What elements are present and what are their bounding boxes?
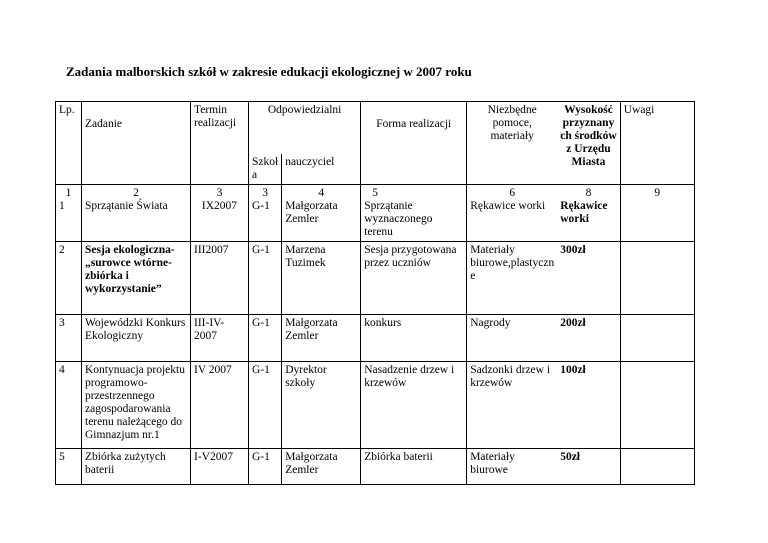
cell-nauczyciel: Marzena Tuzimek [282, 241, 361, 314]
header-nauczyciel: nauczyciel [282, 154, 361, 185]
cell-nauczyciel: Małgorzata Zemler [282, 314, 361, 361]
header-zadanie: Zadanie [82, 102, 191, 185]
cell-uwagi: 9 [620, 184, 694, 241]
cell-wysokosc: 50zł [557, 448, 620, 484]
table-row [56, 448, 695, 484]
header-row [56, 102, 695, 154]
cell-wysokosc: 300zł [557, 241, 620, 314]
document-title: Zadania malborskich szkół w zakresie edukacji ekologicznej w 2007 roku [66, 64, 472, 79]
cell-termin: I-V2007 [191, 448, 249, 484]
cell-termin: IV 2007 [191, 361, 249, 448]
header-wysokosc: Wysokość przyznany ch środków z Urzędu Miasta [557, 102, 620, 185]
cell-wysokosc: 8 Rękawice worki [557, 184, 620, 241]
cell-pomoce: Materiały biurowe,plastyczn e [467, 241, 558, 314]
cell-lp: 3 [56, 314, 82, 361]
cell-uwagi [620, 361, 694, 448]
cell-szkola: G-1 [249, 448, 282, 484]
cell-zadanie: Kontynuacja projektu programowo- przestrzennego zagospodarowania terenu należącego do Gimnazjum nr.1 [82, 361, 191, 448]
table-row [56, 314, 695, 361]
cell-lp: 5 [56, 448, 82, 484]
cell-pomoce: Materiały biurowe [467, 448, 558, 484]
cell-szkola: G-1 [249, 314, 282, 361]
cell-forma: 5 Sprzątanie wyznaczonego terenu [361, 184, 467, 241]
cell-wysokosc: 100zł [557, 361, 620, 448]
cell-nauczyciel: Małgorzata Zemler [282, 448, 361, 484]
header-lp: Lp. [56, 102, 82, 185]
cell-uwagi [620, 448, 694, 484]
cell-pomoce: Nagrody [467, 314, 558, 361]
cell-termin: 3 IX2007 [191, 184, 249, 241]
cell-forma: Sesja przygotowana przez uczniów [361, 241, 467, 314]
header-termin: Termin realizacji [191, 102, 249, 185]
cell-zadanie: 2 Sprzątanie Świata [82, 184, 191, 241]
header-odpowiedzialni: Odpowiedzialni [249, 102, 361, 154]
cell-szkola: G-1 [249, 241, 282, 314]
cell-szkola: G-1 [249, 361, 282, 448]
cell-termin: III2007 [191, 241, 249, 314]
cell-forma: Zbiórka baterii [361, 448, 467, 484]
table-row [56, 361, 695, 448]
cell-termin: III-IV-2007 [191, 314, 249, 361]
cell-pomoce: Sadzonki drzew i krzewów [467, 361, 558, 448]
cell-uwagi [620, 241, 694, 314]
header-pomoce: Niezbędne pomoce, materiały [467, 102, 558, 185]
cell-szkola: 3 G-1 [249, 184, 282, 241]
cell-uwagi [620, 314, 694, 361]
cell-pomoce: 6 Rękawice worki [467, 184, 558, 241]
cell-zadanie: Zbiórka zużytych baterii [82, 448, 191, 484]
cell-zadanie: Wojewódzki Konkurs Ekologiczny [82, 314, 191, 361]
cell-lp: 4 [56, 361, 82, 448]
cell-wysokosc: 200zł [557, 314, 620, 361]
cell-forma: konkurs [361, 314, 467, 361]
cell-nauczyciel: Dyrektor szkoły [282, 361, 361, 448]
header-szkola: Szkoł a [249, 154, 282, 185]
cell-nauczyciel: 4 Małgorzata Zemler [282, 184, 361, 241]
table-row [56, 241, 695, 314]
tasks-table [55, 101, 695, 485]
cell-zadanie: Sesja ekologiczna- „surowce wtórne- zbiórka i wykorzystanie” [82, 241, 191, 314]
header-forma: Forma realizacji [361, 102, 467, 185]
cell-forma: Nasadzenie drzew i krzewów [361, 361, 467, 448]
cell-lp: 1 1 [56, 184, 82, 241]
cell-lp: 2 [56, 241, 82, 314]
header-uwagi: Uwagi [620, 102, 694, 185]
table-row [56, 184, 695, 241]
